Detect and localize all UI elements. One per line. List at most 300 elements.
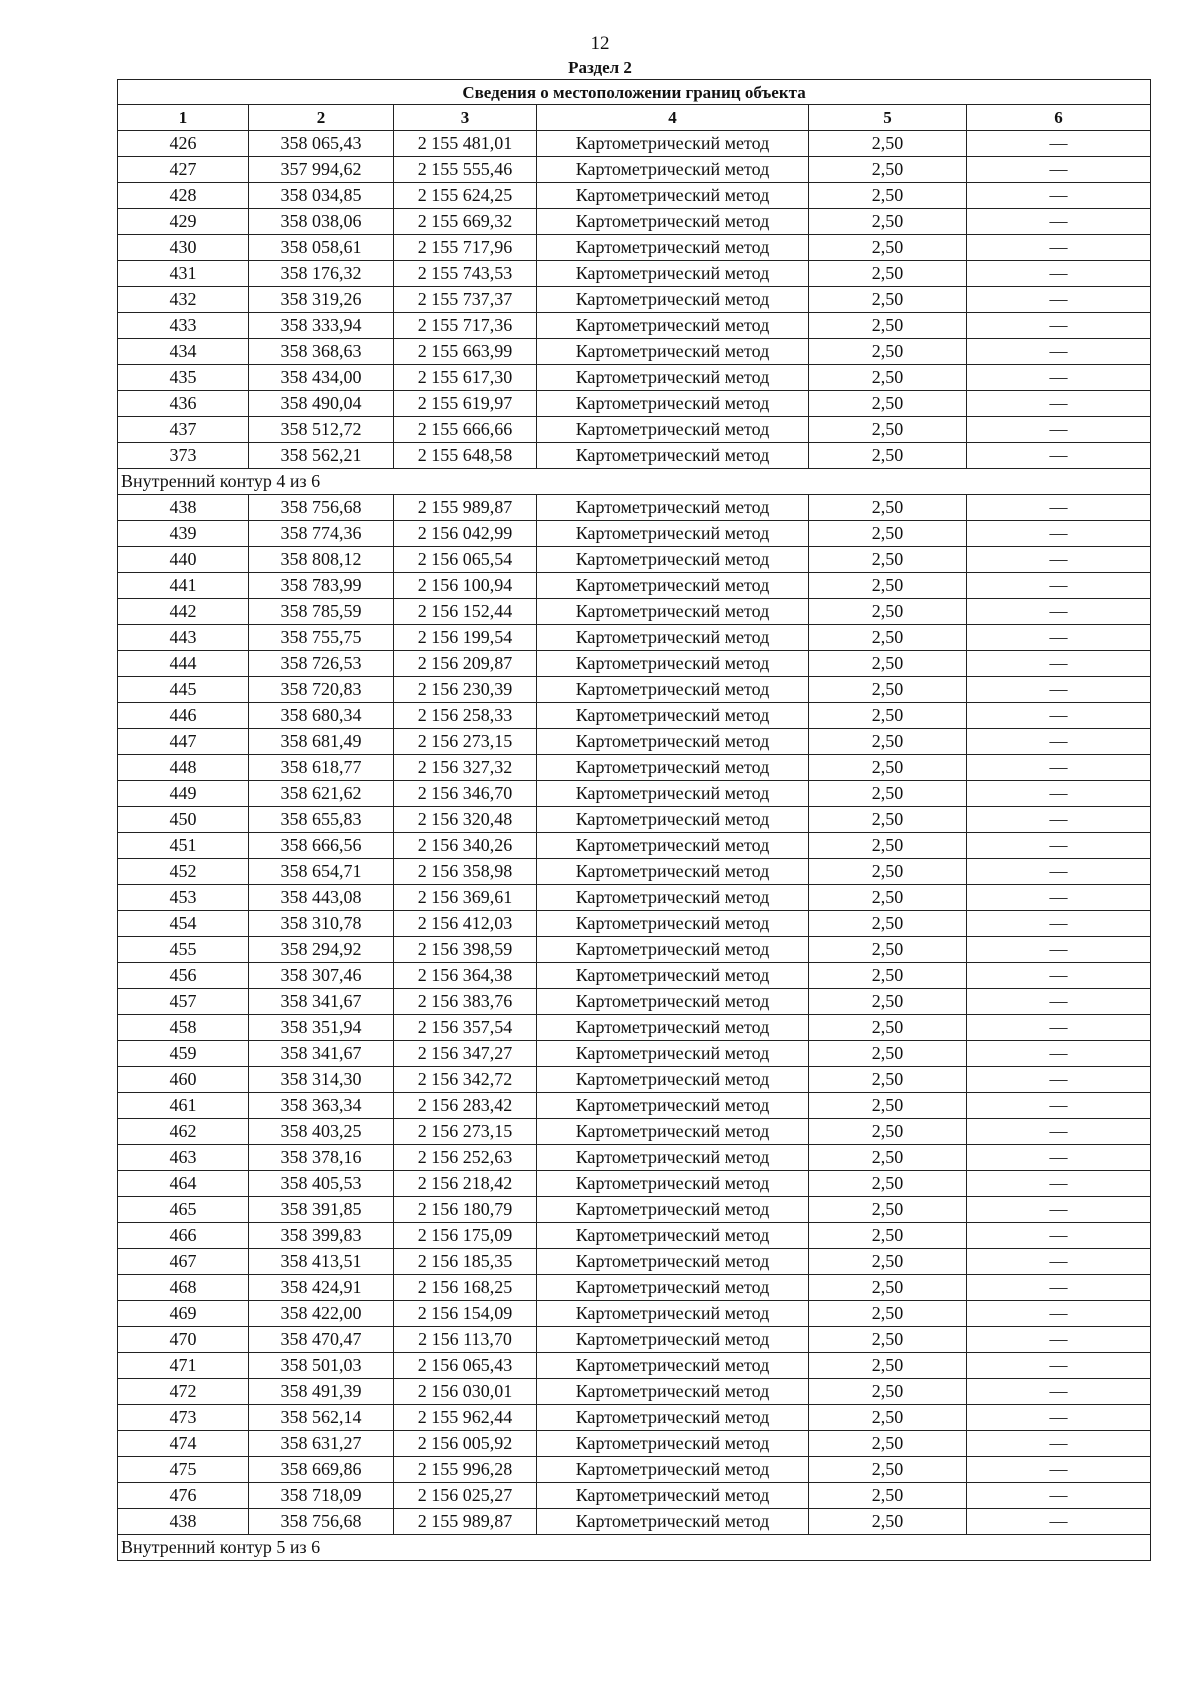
table-row <box>118 313 1151 339</box>
y-coordinate-cell: 2 155 996,28 <box>394 1457 537 1483</box>
table-row <box>118 183 1151 209</box>
point-number-cell: 450 <box>118 807 249 833</box>
point-number-cell: 454 <box>118 911 249 937</box>
accuracy-cell: 2,50 <box>809 1015 967 1041</box>
x-coordinate-cell: 358 341,67 <box>249 989 394 1015</box>
method-cell: Картометрический метод <box>537 989 809 1015</box>
description-cell: — <box>967 1509 1151 1535</box>
description-cell: — <box>967 1431 1151 1457</box>
y-coordinate-cell: 2 155 717,36 <box>394 313 537 339</box>
contour-heading: Внутренний контур 4 из 6 <box>118 469 1151 495</box>
method-cell: Картометрический метод <box>537 261 809 287</box>
table-row <box>118 1275 1151 1301</box>
method-cell: Картометрический метод <box>537 833 809 859</box>
accuracy-cell: 2,50 <box>809 1145 967 1171</box>
point-number-cell: 473 <box>118 1405 249 1431</box>
y-coordinate-cell: 2 155 617,30 <box>394 365 537 391</box>
method-cell: Картометрический метод <box>537 1041 809 1067</box>
table-row <box>118 963 1151 989</box>
y-coordinate-cell: 2 156 065,54 <box>394 547 537 573</box>
description-cell: — <box>967 1405 1151 1431</box>
description-cell: — <box>967 859 1151 885</box>
point-number-cell: 449 <box>118 781 249 807</box>
y-coordinate-cell: 2 156 369,61 <box>394 885 537 911</box>
x-coordinate-cell: 358 669,86 <box>249 1457 394 1483</box>
accuracy-cell: 2,50 <box>809 703 967 729</box>
point-number-cell: 472 <box>118 1379 249 1405</box>
description-cell: — <box>967 599 1151 625</box>
method-cell: Картометрический метод <box>537 625 809 651</box>
x-coordinate-cell: 358 718,09 <box>249 1483 394 1509</box>
point-number-cell: 438 <box>118 1509 249 1535</box>
x-coordinate-cell: 358 038,06 <box>249 209 394 235</box>
x-coordinate-cell: 358 310,78 <box>249 911 394 937</box>
x-coordinate-cell: 358 756,68 <box>249 1509 394 1535</box>
y-coordinate-cell: 2 155 669,32 <box>394 209 537 235</box>
accuracy-cell: 2,50 <box>809 1301 967 1327</box>
accuracy-cell: 2,50 <box>809 1119 967 1145</box>
y-coordinate-cell: 2 156 273,15 <box>394 1119 537 1145</box>
method-cell: Картометрический метод <box>537 729 809 755</box>
method-cell: Картометрический метод <box>537 1275 809 1301</box>
column-header-4: 4 <box>537 105 809 131</box>
accuracy-cell: 2,50 <box>809 677 967 703</box>
accuracy-cell: 2,50 <box>809 1379 967 1405</box>
accuracy-cell: 2,50 <box>809 443 967 469</box>
point-number-cell: 467 <box>118 1249 249 1275</box>
x-coordinate-cell: 358 413,51 <box>249 1249 394 1275</box>
y-coordinate-cell: 2 156 346,70 <box>394 781 537 807</box>
method-cell: Картометрический метод <box>537 859 809 885</box>
point-number-cell: 373 <box>118 443 249 469</box>
point-number-cell: 448 <box>118 755 249 781</box>
description-cell: — <box>967 729 1151 755</box>
method-cell: Картометрический метод <box>537 599 809 625</box>
table-row <box>118 1379 1151 1405</box>
y-coordinate-cell: 2 155 663,99 <box>394 339 537 365</box>
y-coordinate-cell: 2 155 989,87 <box>394 495 537 521</box>
method-cell: Картометрический метод <box>537 963 809 989</box>
table-row <box>118 1301 1151 1327</box>
method-cell: Картометрический метод <box>537 547 809 573</box>
point-number-cell: 442 <box>118 599 249 625</box>
x-coordinate-cell: 358 434,00 <box>249 365 394 391</box>
x-coordinate-cell: 358 785,59 <box>249 599 394 625</box>
x-coordinate-cell: 358 403,25 <box>249 1119 394 1145</box>
y-coordinate-cell: 2 156 383,76 <box>394 989 537 1015</box>
description-cell: — <box>967 495 1151 521</box>
column-header-6: 6 <box>967 105 1151 131</box>
method-cell: Картометрический метод <box>537 1379 809 1405</box>
accuracy-cell: 2,50 <box>809 729 967 755</box>
description-cell: — <box>967 1093 1151 1119</box>
accuracy-cell: 2,50 <box>809 599 967 625</box>
description-cell: — <box>967 1301 1151 1327</box>
point-number-cell: 445 <box>118 677 249 703</box>
table-row <box>118 703 1151 729</box>
page-number: 12 <box>590 33 610 54</box>
point-number-cell: 457 <box>118 989 249 1015</box>
table-row <box>118 1093 1151 1119</box>
description-cell: — <box>967 313 1151 339</box>
point-number-cell: 466 <box>118 1223 249 1249</box>
method-cell: Картометрический метод <box>537 1145 809 1171</box>
y-coordinate-cell: 2 156 340,26 <box>394 833 537 859</box>
table-row <box>118 287 1151 313</box>
accuracy-cell: 2,50 <box>809 937 967 963</box>
x-coordinate-cell: 358 756,68 <box>249 495 394 521</box>
description-cell: — <box>967 1379 1151 1405</box>
table-row <box>118 209 1151 235</box>
table-row <box>118 625 1151 651</box>
x-coordinate-cell: 358 391,85 <box>249 1197 394 1223</box>
x-coordinate-cell: 358 654,71 <box>249 859 394 885</box>
description-cell: — <box>967 235 1151 261</box>
x-coordinate-cell: 358 405,53 <box>249 1171 394 1197</box>
y-coordinate-cell: 2 156 283,42 <box>394 1093 537 1119</box>
x-coordinate-cell: 358 491,39 <box>249 1379 394 1405</box>
method-cell: Картометрический метод <box>537 1093 809 1119</box>
table-row <box>118 573 1151 599</box>
description-cell: — <box>967 703 1151 729</box>
point-number-cell: 474 <box>118 1431 249 1457</box>
table-row <box>118 1119 1151 1145</box>
x-coordinate-cell: 358 655,83 <box>249 807 394 833</box>
y-coordinate-cell: 2 156 273,15 <box>394 729 537 755</box>
y-coordinate-cell: 2 156 412,03 <box>394 911 537 937</box>
accuracy-cell: 2,50 <box>809 573 967 599</box>
accuracy-cell: 2,50 <box>809 1067 967 1093</box>
description-cell: — <box>967 677 1151 703</box>
method-cell: Картометрический метод <box>537 1197 809 1223</box>
accuracy-cell: 2,50 <box>809 1041 967 1067</box>
x-coordinate-cell: 358 621,62 <box>249 781 394 807</box>
table-row <box>118 859 1151 885</box>
point-number-cell: 475 <box>118 1457 249 1483</box>
method-cell: Картометрический метод <box>537 677 809 703</box>
accuracy-cell: 2,50 <box>809 859 967 885</box>
accuracy-cell: 2,50 <box>809 1327 967 1353</box>
description-cell: — <box>967 443 1151 469</box>
accuracy-cell: 2,50 <box>809 521 967 547</box>
point-number-cell: 440 <box>118 547 249 573</box>
accuracy-cell: 2,50 <box>809 131 967 157</box>
point-number-cell: 452 <box>118 859 249 885</box>
x-coordinate-cell: 358 470,47 <box>249 1327 394 1353</box>
table-row <box>118 1197 1151 1223</box>
table-row <box>118 1457 1151 1483</box>
table-row <box>118 235 1151 261</box>
y-coordinate-cell: 2 155 737,37 <box>394 287 537 313</box>
point-number-cell: 455 <box>118 937 249 963</box>
section-title: Раздел 2 <box>568 58 632 77</box>
x-coordinate-cell: 358 562,14 <box>249 1405 394 1431</box>
accuracy-cell: 2,50 <box>809 183 967 209</box>
y-coordinate-cell: 2 156 320,48 <box>394 807 537 833</box>
description-cell: — <box>967 1119 1151 1145</box>
contour-heading: Внутренний контур 5 из 6 <box>118 1535 1151 1561</box>
y-coordinate-cell: 2 156 042,99 <box>394 521 537 547</box>
x-coordinate-cell: 358 368,63 <box>249 339 394 365</box>
method-cell: Картометрический метод <box>537 781 809 807</box>
column-header-2: 2 <box>249 105 394 131</box>
x-coordinate-cell: 358 034,85 <box>249 183 394 209</box>
table-row <box>118 261 1151 287</box>
y-coordinate-cell: 2 156 358,98 <box>394 859 537 885</box>
x-coordinate-cell: 358 726,53 <box>249 651 394 677</box>
table-row <box>118 833 1151 859</box>
x-coordinate-cell: 358 680,34 <box>249 703 394 729</box>
description-cell: — <box>967 989 1151 1015</box>
point-number-cell: 446 <box>118 703 249 729</box>
description-cell: — <box>967 547 1151 573</box>
table-row <box>118 1327 1151 1353</box>
table-row <box>118 1483 1151 1509</box>
x-coordinate-cell: 358 065,43 <box>249 131 394 157</box>
description-cell: — <box>967 885 1151 911</box>
point-number-cell: 471 <box>118 1353 249 1379</box>
point-number-cell: 465 <box>118 1197 249 1223</box>
table-row <box>118 677 1151 703</box>
table-row <box>118 911 1151 937</box>
description-cell: — <box>967 963 1151 989</box>
method-cell: Картометрический метод <box>537 209 809 235</box>
point-number-cell: 470 <box>118 1327 249 1353</box>
y-coordinate-cell: 2 156 154,09 <box>394 1301 537 1327</box>
method-cell: Картометрический метод <box>537 1119 809 1145</box>
y-coordinate-cell: 2 156 180,79 <box>394 1197 537 1223</box>
method-cell: Картометрический метод <box>537 755 809 781</box>
accuracy-cell: 2,50 <box>809 1509 967 1535</box>
accuracy-cell: 2,50 <box>809 885 967 911</box>
boundary-coordinates-table <box>117 79 1151 1561</box>
contour-heading-row <box>118 1535 1151 1561</box>
y-coordinate-cell: 2 155 481,01 <box>394 131 537 157</box>
point-number-cell: 462 <box>118 1119 249 1145</box>
x-coordinate-cell: 358 422,00 <box>249 1301 394 1327</box>
table-row <box>118 365 1151 391</box>
point-number-cell: 451 <box>118 833 249 859</box>
x-coordinate-cell: 358 314,30 <box>249 1067 394 1093</box>
table-row <box>118 1405 1151 1431</box>
description-cell: — <box>967 1067 1151 1093</box>
point-number-cell: 458 <box>118 1015 249 1041</box>
method-cell: Картометрический метод <box>537 911 809 937</box>
x-coordinate-cell: 358 720,83 <box>249 677 394 703</box>
accuracy-cell: 2,50 <box>809 287 967 313</box>
table-row <box>118 755 1151 781</box>
description-cell: — <box>967 157 1151 183</box>
point-number-cell: 463 <box>118 1145 249 1171</box>
method-cell: Картометрический метод <box>537 521 809 547</box>
point-number-cell: 444 <box>118 651 249 677</box>
description-cell: — <box>967 1171 1151 1197</box>
method-cell: Картометрический метод <box>537 183 809 209</box>
point-number-cell: 429 <box>118 209 249 235</box>
method-cell: Картометрический метод <box>537 1405 809 1431</box>
table-row <box>118 807 1151 833</box>
table-row <box>118 1223 1151 1249</box>
x-coordinate-cell: 358 294,92 <box>249 937 394 963</box>
point-number-cell: 435 <box>118 365 249 391</box>
method-cell: Картометрический метод <box>537 1327 809 1353</box>
x-coordinate-cell: 358 333,94 <box>249 313 394 339</box>
description-cell: — <box>967 807 1151 833</box>
column-header-1: 1 <box>118 105 249 131</box>
y-coordinate-cell: 2 156 398,59 <box>394 937 537 963</box>
method-cell: Картометрический метод <box>537 1171 809 1197</box>
y-coordinate-cell: 2 155 648,58 <box>394 443 537 469</box>
table-row <box>118 1015 1151 1041</box>
point-number-cell: 441 <box>118 573 249 599</box>
y-coordinate-cell: 2 155 962,44 <box>394 1405 537 1431</box>
x-coordinate-cell: 358 399,83 <box>249 1223 394 1249</box>
description-cell: — <box>967 365 1151 391</box>
description-cell: — <box>967 755 1151 781</box>
method-cell: Картометрический метод <box>537 339 809 365</box>
y-coordinate-cell: 2 156 152,44 <box>394 599 537 625</box>
accuracy-cell: 2,50 <box>809 1171 967 1197</box>
x-coordinate-cell: 358 755,75 <box>249 625 394 651</box>
description-cell: — <box>967 391 1151 417</box>
y-coordinate-cell: 2 156 030,01 <box>394 1379 537 1405</box>
accuracy-cell: 2,50 <box>809 1223 967 1249</box>
table-row <box>118 729 1151 755</box>
accuracy-cell: 2,50 <box>809 365 967 391</box>
description-cell: — <box>967 1457 1151 1483</box>
table-row <box>118 1353 1151 1379</box>
x-coordinate-cell: 358 424,91 <box>249 1275 394 1301</box>
point-number-cell: 439 <box>118 521 249 547</box>
point-number-cell: 469 <box>118 1301 249 1327</box>
x-coordinate-cell: 358 363,34 <box>249 1093 394 1119</box>
description-cell: — <box>967 651 1151 677</box>
accuracy-cell: 2,50 <box>809 1093 967 1119</box>
description-cell: — <box>967 1197 1151 1223</box>
description-cell: — <box>967 339 1151 365</box>
method-cell: Картометрический метод <box>537 417 809 443</box>
y-coordinate-cell: 2 156 100,94 <box>394 573 537 599</box>
description-cell: — <box>967 781 1151 807</box>
y-coordinate-cell: 2 155 624,25 <box>394 183 537 209</box>
point-number-cell: 468 <box>118 1275 249 1301</box>
description-cell: — <box>967 183 1151 209</box>
y-coordinate-cell: 2 155 666,66 <box>394 417 537 443</box>
method-cell: Картометрический метод <box>537 1015 809 1041</box>
accuracy-cell: 2,50 <box>809 261 967 287</box>
accuracy-cell: 2,50 <box>809 1483 967 1509</box>
method-cell: Картометрический метод <box>537 703 809 729</box>
description-cell: — <box>967 937 1151 963</box>
method-cell: Картометрический метод <box>537 1223 809 1249</box>
point-number-cell: 464 <box>118 1171 249 1197</box>
method-cell: Картометрический метод <box>537 1457 809 1483</box>
method-cell: Картометрический метод <box>537 573 809 599</box>
x-coordinate-cell: 358 378,16 <box>249 1145 394 1171</box>
table-row <box>118 1249 1151 1275</box>
description-cell: — <box>967 1353 1151 1379</box>
method-cell: Картометрический метод <box>537 1067 809 1093</box>
accuracy-cell: 2,50 <box>809 495 967 521</box>
method-cell: Картометрический метод <box>537 495 809 521</box>
y-coordinate-cell: 2 156 065,43 <box>394 1353 537 1379</box>
method-cell: Картометрический метод <box>537 365 809 391</box>
x-coordinate-cell: 358 681,49 <box>249 729 394 755</box>
table-row <box>118 989 1151 1015</box>
description-cell: — <box>967 911 1151 937</box>
method-cell: Картометрический метод <box>537 937 809 963</box>
table-row <box>118 781 1151 807</box>
table-row <box>118 1067 1151 1093</box>
description-cell: — <box>967 131 1151 157</box>
table-row <box>118 651 1151 677</box>
description-cell: — <box>967 1041 1151 1067</box>
y-coordinate-cell: 2 156 209,87 <box>394 651 537 677</box>
description-cell: — <box>967 287 1151 313</box>
description-cell: — <box>967 1483 1151 1509</box>
table-row <box>118 1431 1151 1457</box>
table-body <box>118 131 1151 1561</box>
description-cell: — <box>967 625 1151 651</box>
method-cell: Картометрический метод <box>537 131 809 157</box>
accuracy-cell: 2,50 <box>809 651 967 677</box>
method-cell: Картометрический метод <box>537 313 809 339</box>
method-cell: Картометрический метод <box>537 1483 809 1509</box>
x-coordinate-cell: 358 319,26 <box>249 287 394 313</box>
table-row <box>118 599 1151 625</box>
method-cell: Картометрический метод <box>537 391 809 417</box>
y-coordinate-cell: 2 156 357,54 <box>394 1015 537 1041</box>
table-row <box>118 1171 1151 1197</box>
point-number-cell: 430 <box>118 235 249 261</box>
point-number-cell: 456 <box>118 963 249 989</box>
accuracy-cell: 2,50 <box>809 1353 967 1379</box>
x-coordinate-cell: 358 631,27 <box>249 1431 394 1457</box>
y-coordinate-cell: 2 155 989,87 <box>394 1509 537 1535</box>
accuracy-cell: 2,50 <box>809 391 967 417</box>
accuracy-cell: 2,50 <box>809 547 967 573</box>
method-cell: Картометрический метод <box>537 157 809 183</box>
table-row <box>118 391 1151 417</box>
y-coordinate-cell: 2 156 258,33 <box>394 703 537 729</box>
y-coordinate-cell: 2 156 327,32 <box>394 755 537 781</box>
point-number-cell: 433 <box>118 313 249 339</box>
y-coordinate-cell: 2 156 168,25 <box>394 1275 537 1301</box>
table-row <box>118 417 1151 443</box>
y-coordinate-cell: 2 156 113,70 <box>394 1327 537 1353</box>
column-header-5: 5 <box>809 105 967 131</box>
accuracy-cell: 2,50 <box>809 781 967 807</box>
description-cell: — <box>967 573 1151 599</box>
point-number-cell: 438 <box>118 495 249 521</box>
method-cell: Картометрический метод <box>537 807 809 833</box>
y-coordinate-cell: 2 156 218,42 <box>394 1171 537 1197</box>
column-header-row <box>118 105 1151 131</box>
accuracy-cell: 2,50 <box>809 807 967 833</box>
table-row <box>118 1145 1151 1171</box>
y-coordinate-cell: 2 156 199,54 <box>394 625 537 651</box>
table-row <box>118 885 1151 911</box>
y-coordinate-cell: 2 156 364,38 <box>394 963 537 989</box>
y-coordinate-cell: 2 156 252,63 <box>394 1145 537 1171</box>
description-cell: — <box>967 1249 1151 1275</box>
x-coordinate-cell: 358 058,61 <box>249 235 394 261</box>
accuracy-cell: 2,50 <box>809 209 967 235</box>
point-number-cell: 428 <box>118 183 249 209</box>
description-cell: — <box>967 261 1151 287</box>
accuracy-cell: 2,50 <box>809 313 967 339</box>
method-cell: Картометрический метод <box>537 1301 809 1327</box>
